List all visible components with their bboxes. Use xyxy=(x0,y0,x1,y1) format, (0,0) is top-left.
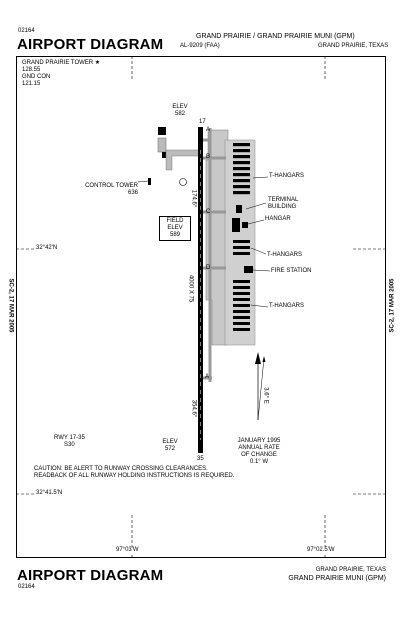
runway-end-35: 35 xyxy=(197,456,204,462)
leader-control-tower xyxy=(138,181,148,182)
edition-left: SC-2, 17 MAR 2005 xyxy=(7,278,14,333)
field-elev-box xyxy=(159,216,191,241)
taxiway-a-north-label: A xyxy=(206,127,211,133)
caution-line-1: CAUTION: BE ALERT TO RUNWAY CROSSING CLEARANCES. xyxy=(34,466,208,472)
hangar-shape-2 xyxy=(242,222,248,228)
lat-south-label: 32°41.5'N xyxy=(36,490,63,496)
t-hangars-label-middle: T-HANGARS xyxy=(267,252,303,258)
control-tower-label: CONTROL TOWER xyxy=(85,183,138,189)
chart-id-bottom: 02164 xyxy=(18,584,35,590)
field-elev-label: ELEV xyxy=(167,225,183,231)
taxiway-c-label: C xyxy=(206,209,211,215)
magnetic-date: JANUARY 1995 xyxy=(237,438,281,444)
elev-value-south: 572 xyxy=(164,446,175,452)
star-icon: ★ xyxy=(94,60,101,66)
t-hangars-label-south: T-HANGARS xyxy=(269,303,305,309)
airport-code: (GPM) xyxy=(334,33,355,40)
annual-rate-1: ANNUAL RATE xyxy=(238,445,280,451)
gnd-label: GND CON xyxy=(22,74,51,80)
west-apron xyxy=(166,150,200,170)
rwy-strength: S30 xyxy=(64,442,75,448)
airport-name: GRAND PRAIRIE / GRAND PRAIRIE MUNI xyxy=(196,33,333,40)
footer-airport-code: (GPM) xyxy=(365,575,386,582)
tower-label: GRAND PRAIRIE TOWER xyxy=(22,60,94,66)
field-elev-value: 589 xyxy=(169,232,180,238)
west-building-1 xyxy=(158,127,166,135)
fire-station-shape xyxy=(244,266,253,273)
control-tower-elev: 636 xyxy=(127,190,138,196)
runway-info xyxy=(54,435,85,449)
procedure-id: AL-9209 (FAA) xyxy=(180,43,220,49)
leader-fire xyxy=(253,270,270,271)
runway-end-17: 17 xyxy=(199,119,206,125)
elev-value-north: 582 xyxy=(174,111,185,117)
terminal-label xyxy=(268,197,298,211)
chart-id-top: 02164 xyxy=(18,28,35,34)
taxiway-d-label: D xyxy=(206,265,211,271)
tower-freq: 128.55 xyxy=(22,67,41,73)
elev-label-south: ELEV xyxy=(162,439,178,445)
terminal-label-2: BUILDING xyxy=(268,204,297,210)
t-hangars-middle xyxy=(233,240,250,255)
footer-airport xyxy=(220,575,386,583)
variation-label: 3.6° E xyxy=(262,387,269,404)
fire-station-label: FIRE STATION xyxy=(271,268,312,274)
lat-north-label: 32°42'N xyxy=(36,245,58,251)
caution-line-2: READBACK OF ALL RUNWAY HOLDING INSTRUCTIONS IS REQUIRED. xyxy=(34,473,235,479)
footer-airport-name: GRAND PRAIRIE MUNI xyxy=(288,575,364,582)
runway-dimensions: 4000 X 75 xyxy=(187,274,194,303)
magnetic-block xyxy=(227,438,291,466)
runway-heading-bottom: 354.6° xyxy=(190,399,197,418)
city-state-header: GRAND PRAIRIE, TEXAS xyxy=(318,43,389,49)
control-tower-mark xyxy=(148,178,151,185)
rwy-label: RWY 17-35 xyxy=(54,435,85,441)
terminal-label-1: TERMINAL xyxy=(268,197,299,203)
lon-west-label: 97°03'W xyxy=(116,547,139,553)
edition-right: SC-2, 17 MAR 2005 xyxy=(389,278,396,333)
true-north-arrowhead xyxy=(255,352,261,364)
north-elev-block xyxy=(168,104,192,118)
footer-title: AIRPORT DIAGRAM xyxy=(17,567,164,584)
taxiway-a-south-label: A xyxy=(205,374,210,380)
west-building-2 xyxy=(158,138,166,152)
annual-rate-2: OF CHANGE xyxy=(241,452,277,458)
gnd-freq: 121.15 xyxy=(22,81,41,87)
south-elev-block xyxy=(158,439,182,453)
field-label: FIELD xyxy=(166,218,184,224)
hangar-label: HANGAR xyxy=(265,216,291,222)
t-hangars-north xyxy=(233,143,250,194)
t-hangars-label-north: T-HANGARS xyxy=(269,173,305,179)
page-title: AIRPORT DIAGRAM xyxy=(17,36,164,53)
annual-rate-value: 0.1° W xyxy=(249,459,269,465)
hangar-shape xyxy=(232,218,240,232)
elev-label-north: ELEV xyxy=(172,104,188,110)
control-tower-block xyxy=(70,183,138,197)
comm-block xyxy=(22,60,100,88)
footer-city-state: GRAND PRAIRIE, TEXAS xyxy=(315,567,386,573)
lon-east-label: 97°02.5'W xyxy=(307,547,335,553)
taxiway-b-label: B xyxy=(206,154,211,160)
t-hangars-south xyxy=(233,280,250,331)
caution-note xyxy=(34,466,234,480)
runway-heading-top: 174.6° xyxy=(190,189,197,208)
terminal-building-shape xyxy=(236,205,242,213)
beacon-symbol xyxy=(180,179,187,186)
